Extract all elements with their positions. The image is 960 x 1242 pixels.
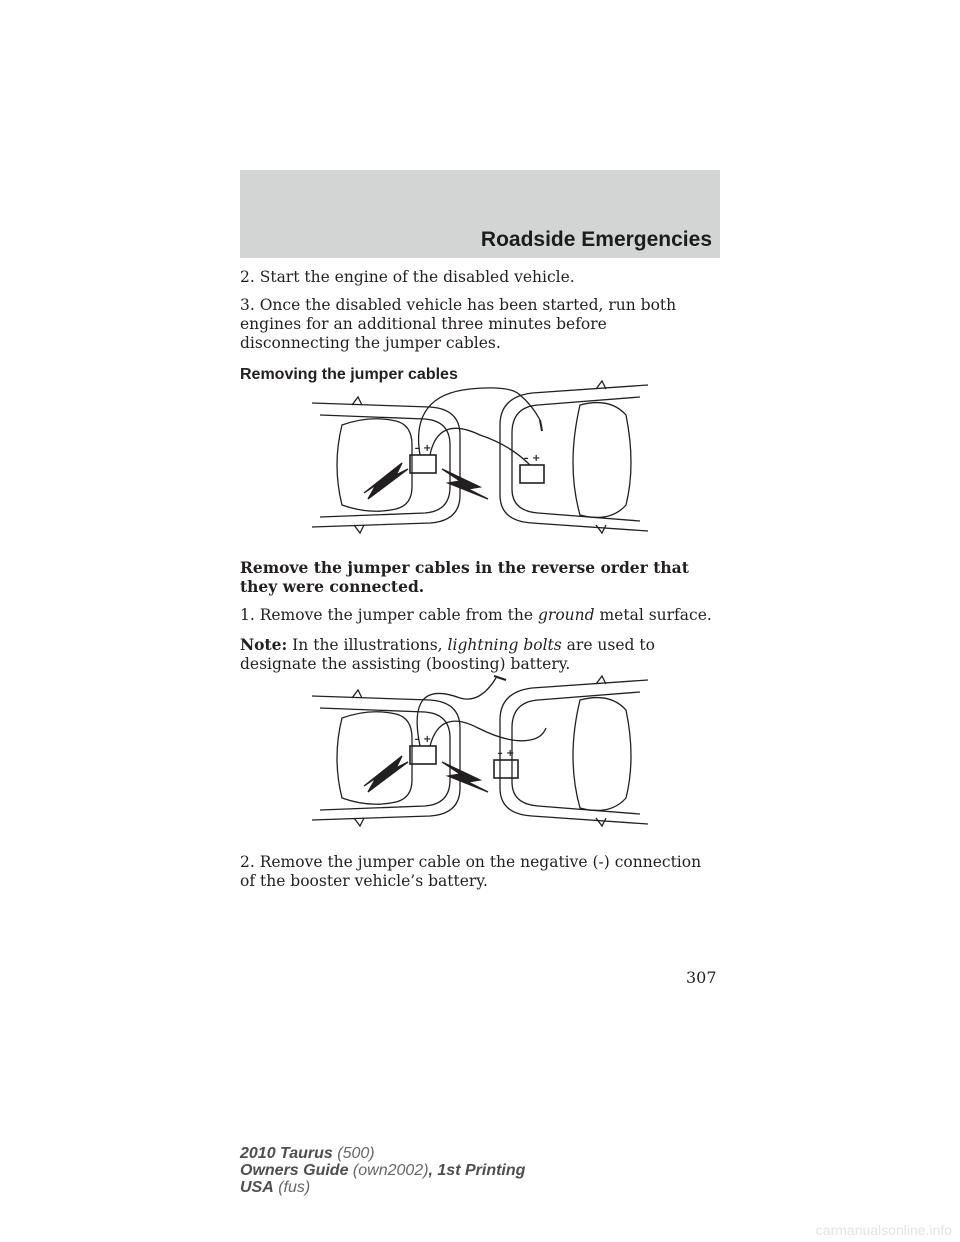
page-number: 307 [686,968,717,987]
footer-guide-code: (own2002) [348,1162,429,1179]
note-text-before: In the illustrations, [287,636,448,654]
footer-line-1 [240,1145,525,1162]
steps-top [240,268,720,384]
footer-line-2 [240,1162,525,1179]
section-title: Roadside Emergencies [480,228,712,251]
step-3-run-engines: 3. Once the disabled vehicle has been started, run both engines for an additional three minutes before disconnecting the jumper cables. [240,296,677,352]
section-header-band [240,170,720,258]
step-2-start-engine: 2. Start the engine of the disabled vehicle. [240,268,575,286]
jumper-cable-figure-1 [310,375,650,535]
battery-polarity-left: – + [414,443,432,454]
step-2-remove-negative: 2. Remove the jumper cable on the negative (-) connection of the booster vehicle’s battery. [240,853,702,890]
note-text-after: are used to designate the assisting (boosting) battery. [240,636,655,673]
document-footer [240,1145,525,1196]
battery-polarity-right: – + [497,748,515,759]
footer-printing: , 1st Printing [428,1162,526,1179]
footer-model: 2010 Taurus [240,1145,333,1162]
footer-region-code: (fus) [273,1179,311,1196]
footer-model-code: (500) [332,1145,375,1162]
step-1-italic-ground: ground [538,606,595,624]
step-1-text-before: 1. Remove the jumper cable from the [240,606,538,624]
step-1-text-after: metal surface. [594,606,712,624]
footer-guide: Owners Guide [240,1162,349,1179]
note-italic-lightning-bolts: lightning bolts [447,636,562,654]
jumper-cable-figure-2 [310,668,650,830]
reverse-order-instruction: Remove the jumper cables in the reverse order that they were connected. [240,558,689,596]
step-1-remove-ground [240,606,720,625]
battery-polarity-right: – + [523,453,541,464]
watermark: carmanualsonline.info [815,1222,952,1238]
section-heading: Removing the jumper cables [240,366,458,383]
battery-polarity-left: – + [414,734,432,745]
footer-line-3 [240,1179,525,1196]
note-label: Note: [240,635,288,654]
footer-region: USA [240,1179,274,1196]
instructions-middle [240,558,720,674]
steps-bottom [240,853,720,891]
